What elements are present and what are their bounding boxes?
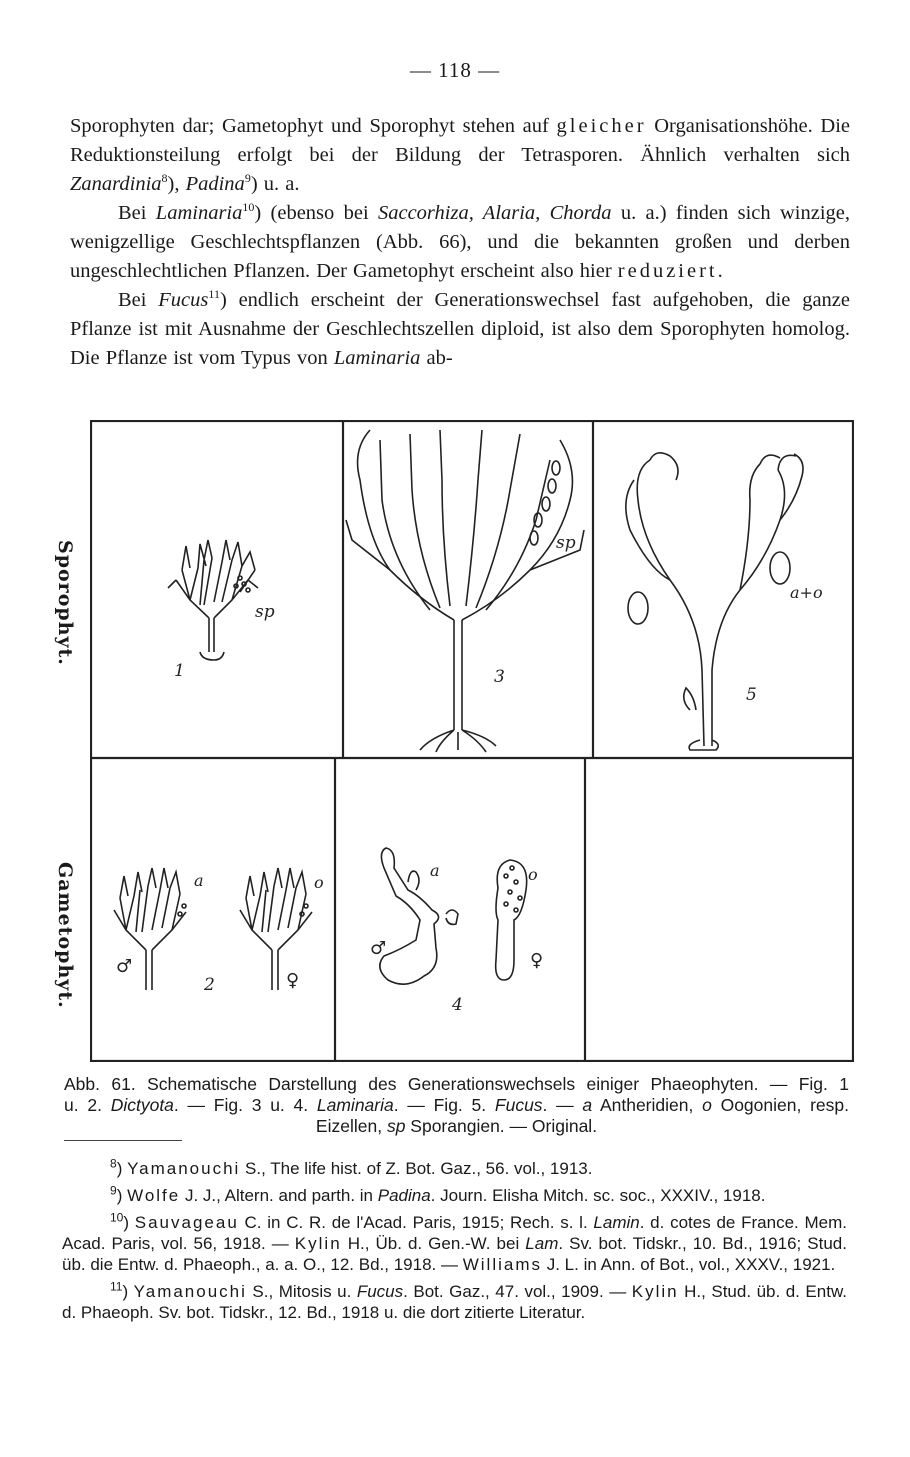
figure-generationswechsel <box>90 420 854 1062</box>
footnotes <box>62 1158 847 1329</box>
fig3-label-sp: sp <box>556 533 576 553</box>
fig4-label-o: o <box>528 865 538 884</box>
footnote-9: $^9$) Wolfe J. J., Altern. and parth. in Padina. Journ. Elisha Mitch. sc. soc., XXXIV., 1918. <box>110 1183 766 1205</box>
fig2-number: 2 <box>204 975 215 995</box>
fig4-female-symbol: ♀ <box>530 950 544 971</box>
footnote-11: $^{11}$) Yamanouchi S., Mitosis u. Fucus. Bot. Gaz., 47. vol., 1909. — Kylin H., Stud. üb. d. Entw. d. Phaeoph. Sv. bot. Tidskr., 12. Bd., 1918 u. die dort zitierte Literatur. <box>62 1279 847 1322</box>
fig5-label-ao: a+o <box>790 583 823 602</box>
fig3-number: 3 <box>494 667 505 687</box>
fig1-number: 1 <box>174 661 185 681</box>
figure-drawing <box>90 420 854 1062</box>
paragraph-1: Sporophyten dar; Gametophyt und Sporophyt stehen auf gleicher Organisationshöhe. Die Reduktionsteilung erfolgt bei der Bildung der Tetrasporen. Ähnlich verhalten sich Zanardinia$^8$), Padina$^9$) u. a. <box>70 115 850 195</box>
row-label-sporophyt: Sporophyt. <box>54 540 76 666</box>
fig1-label-sp: sp <box>255 602 275 622</box>
fig4-male-symbol: ♂ <box>370 938 387 959</box>
fig2-male-symbol: ♂ <box>116 956 133 977</box>
fig2-female-symbol: ♀ <box>286 970 300 991</box>
fig5-number: 5 <box>746 685 757 705</box>
fig3-laminaria-sporophyte <box>346 430 584 752</box>
fig4-laminaria-gametophytes <box>380 848 527 984</box>
paragraph-3: Bei Fucus$^{11}$) endlich erscheint der Generationswechsel fast aufgehoben, die ganze Pflanze ist mit Ausnahme der Geschlechtszellen diploid, ist also dem Sporophyten homolog. Die Pflanze ist vom Typus von Laminaria ab- <box>70 287 851 369</box>
footnote-rule <box>64 1140 182 1141</box>
caption-line-1: Abb. 61. Schematische Darstellung des Generationswechsels einiger Phaeophyten. — Fig. 1 <box>64 1074 849 1094</box>
footnote-8: $^8$) Yamanouchi S., The life hist. of Z. Bot. Gaz., 56. vol., 1913. <box>110 1156 593 1178</box>
paragraph-2: Bei Laminaria$^{10}$) (ebenso bei Saccorhiza, Alaria, Chorda u. a.) finden sich winzige, wenigzellige Geschlechtspflanzen (Abb. 66), und die bekannten großen und derben ungeschlechtlichen Pflanzen. Der Gametophyt erscheint also hier reduziert. <box>70 200 851 282</box>
row-label-gametophyt: Gametophyt. <box>54 862 76 1009</box>
footnote-10: $^{10}$) Sauvageau C. in C. R. de l'Acad. Paris, 1915; Rech. s. l. Lamin. d. cotes de France. Mem. Acad. Paris, vol. 56, 1918. — Kylin H., Üb. d. Gen.-W. bei Lam. Sv. bot. Tidskr., 10. Bd., 1916; Stud. üb. die Entw. d. Phaeoph., a. a. O., 12. Bd., 1918. — Williams J. L. in Ann. of Bot., vol., XXXV., 1921. <box>62 1210 847 1274</box>
caption-line-3: Eizellen, sp Sporangien. — Original. <box>315 1116 598 1136</box>
fig2-label-a: a <box>194 871 204 890</box>
caption-line-2: u. 2. Dictyota. — Fig. 3 u. 4. Laminaria. — Fig. 5. Fucus. — a Antheridien, o Oogonien, resp. <box>64 1095 849 1115</box>
page-number: — 118 — <box>409 58 501 82</box>
body-text <box>70 112 850 373</box>
figure-frame <box>91 421 853 1061</box>
fig2-label-o: o <box>314 873 324 892</box>
fig2-dictyota-gametophytes <box>114 868 312 990</box>
fig5-fucus <box>626 453 803 750</box>
fig1-dictyota-sporophyte <box>168 540 258 660</box>
fig4-number: 4 <box>452 995 463 1015</box>
fig4-label-a: a <box>430 861 440 880</box>
figure-caption <box>64 1074 849 1137</box>
